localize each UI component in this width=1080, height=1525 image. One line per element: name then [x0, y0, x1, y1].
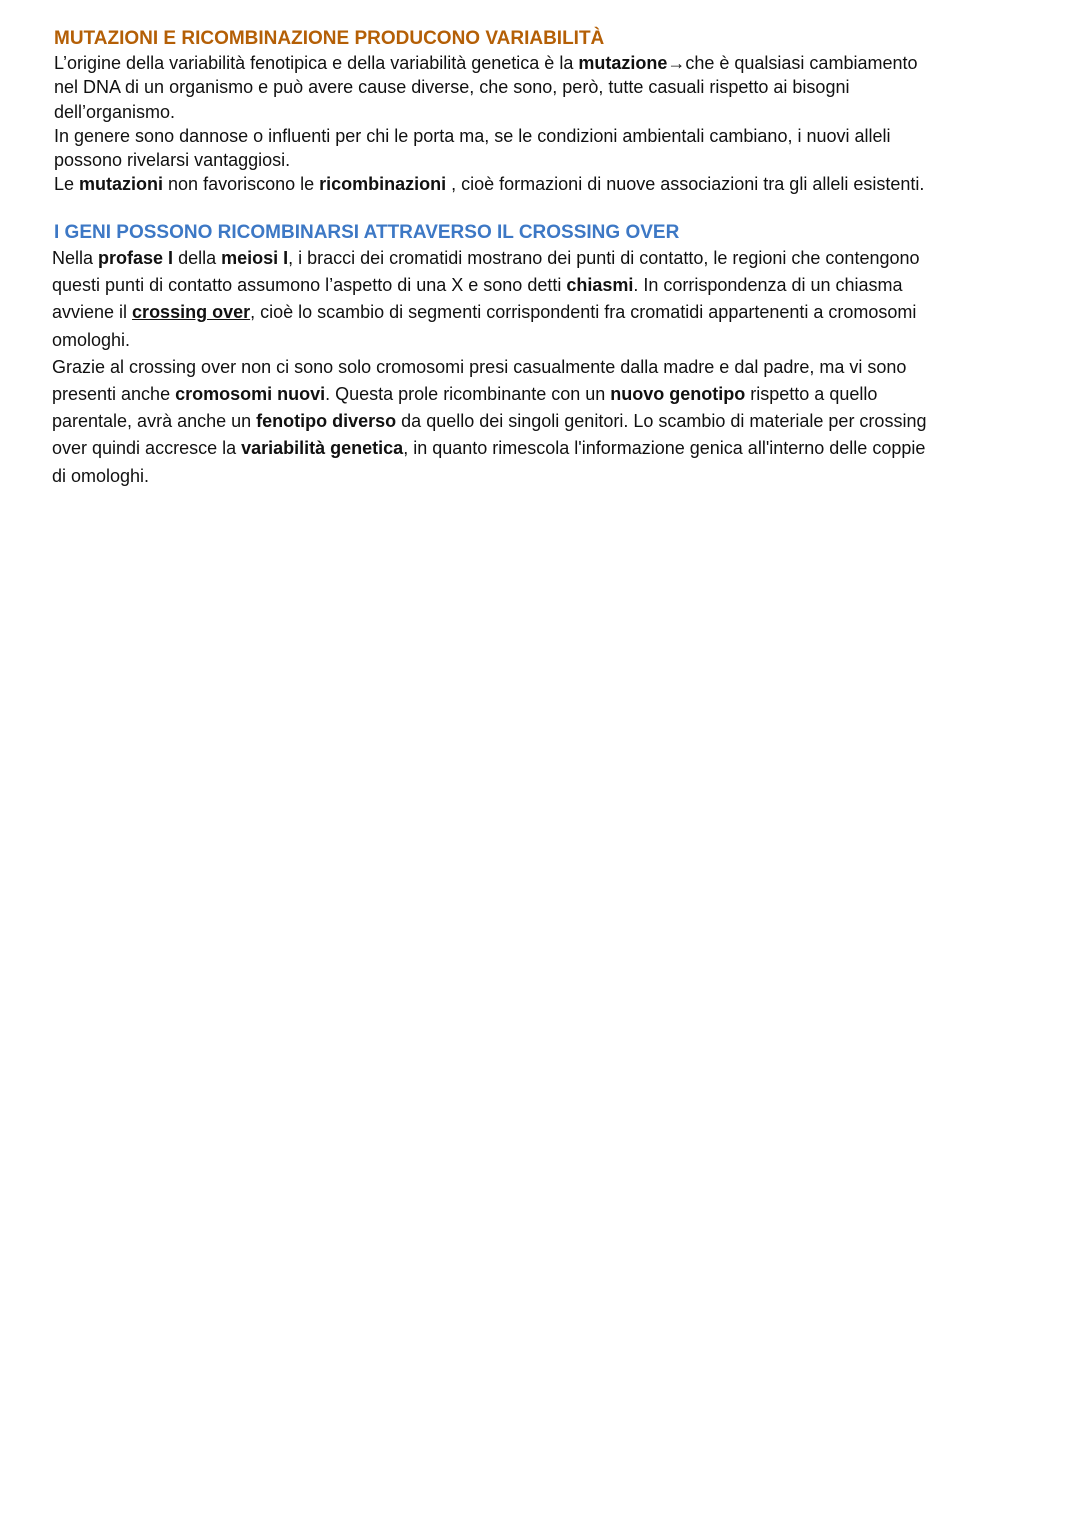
text-run: possono rivelarsi vantaggiosi. — [54, 150, 291, 171]
paragraph-origine — [54, 51, 1042, 124]
bold-term-variabilita-genetica: variabilità genetica — [241, 438, 404, 459]
bold-term-ricombinazioni: ricombinazioni — [319, 174, 447, 195]
text-run: . In corrispondenza di un chiasma — [633, 275, 903, 296]
paragraph-grazie — [52, 354, 1042, 490]
text-run: presenti anche — [52, 384, 176, 405]
text-run: parentale, avrà anche un — [52, 411, 257, 432]
text-run: , i bracci dei cromatidi mostrano dei punti di contatto, le regioni che contengono — [288, 248, 920, 268]
text-run: L’origine della variabilità fenotipica e della variabilità genetica è la — [54, 53, 579, 73]
text-run: di omologhi. — [52, 465, 150, 486]
bold-term-meiosi: meiosi I — [221, 248, 289, 268]
bold-term-chiasmi: chiasmi — [566, 275, 634, 296]
paragraph-dannose — [54, 124, 1042, 173]
text-run: nel DNA di un organismo e può avere cause diverse, che sono, però, tutte casuali rispetto ai bisogni — [54, 77, 850, 98]
text-run: non favoriscono le — [163, 174, 320, 195]
bold-term-mutazione: mutazione — [578, 53, 668, 73]
section-crossing-over — [52, 221, 1042, 490]
text-run: Grazie al crossing over non ci sono solo cromosomi presi casualmente dalla madre e dal padre, ma vi sono — [52, 356, 907, 377]
underlined-term-crossing-over: crossing over — [132, 302, 251, 323]
text-run: Le — [54, 174, 80, 195]
text-run: , cioè lo scambio di segmenti corrispondenti fra cromatidi appartenenti a cromosomi — [250, 302, 917, 323]
bold-term-fenotipo-diverso: fenotipo diverso — [256, 411, 397, 432]
text-run: omologhi. — [52, 329, 131, 350]
text-run: Nella — [52, 248, 99, 268]
text-run: . Questa prole ricombinante con un — [325, 384, 611, 405]
text-run: avviene il — [52, 302, 133, 323]
text-run: over quindi accresce la — [52, 438, 242, 459]
text-run: da quello dei singoli genitori. Lo scambio di materiale per crossing — [396, 411, 927, 432]
text-run: dell’organismo. — [54, 101, 176, 122]
bold-term-mutazioni: mutazioni — [79, 174, 164, 195]
section-heading: I GENI POSSONO RICOMBINARSI ATTRAVERSO IL CROSSING OVER — [54, 222, 680, 243]
text-run: rispetto a quello — [745, 384, 878, 405]
text-run: In genere sono dannose o influenti per chi le porta ma, se le condizioni ambientali cambiano, i nuovi alleli — [54, 125, 891, 146]
bold-term-cromosomi-nuovi: cromosomi nuovi — [175, 384, 326, 405]
bold-term-profase: profase I — [98, 248, 174, 268]
text-run: della — [173, 248, 222, 268]
section-mutazioni — [52, 27, 1042, 197]
text-run: , in quanto rimescola l'informazione genica all'interno delle coppie — [403, 438, 926, 459]
paragraph-ricombinazioni — [54, 172, 1042, 196]
section-heading: MUTAZIONI E RICOMBINAZIONE PRODUCONO VARIABILITÀ — [54, 28, 605, 49]
text-run: →che è qualsiasi cambiamento — [667, 53, 918, 73]
paragraph-profase — [52, 245, 1042, 354]
text-run: questi punti di contatto assumono l’aspetto di una X e sono detti — [52, 275, 567, 296]
text-run: , cioè formazioni di nuove associazioni tra gli alleli esistenti. — [446, 174, 925, 195]
bold-term-nuovo-genotipo: nuovo genotipo — [610, 384, 746, 405]
